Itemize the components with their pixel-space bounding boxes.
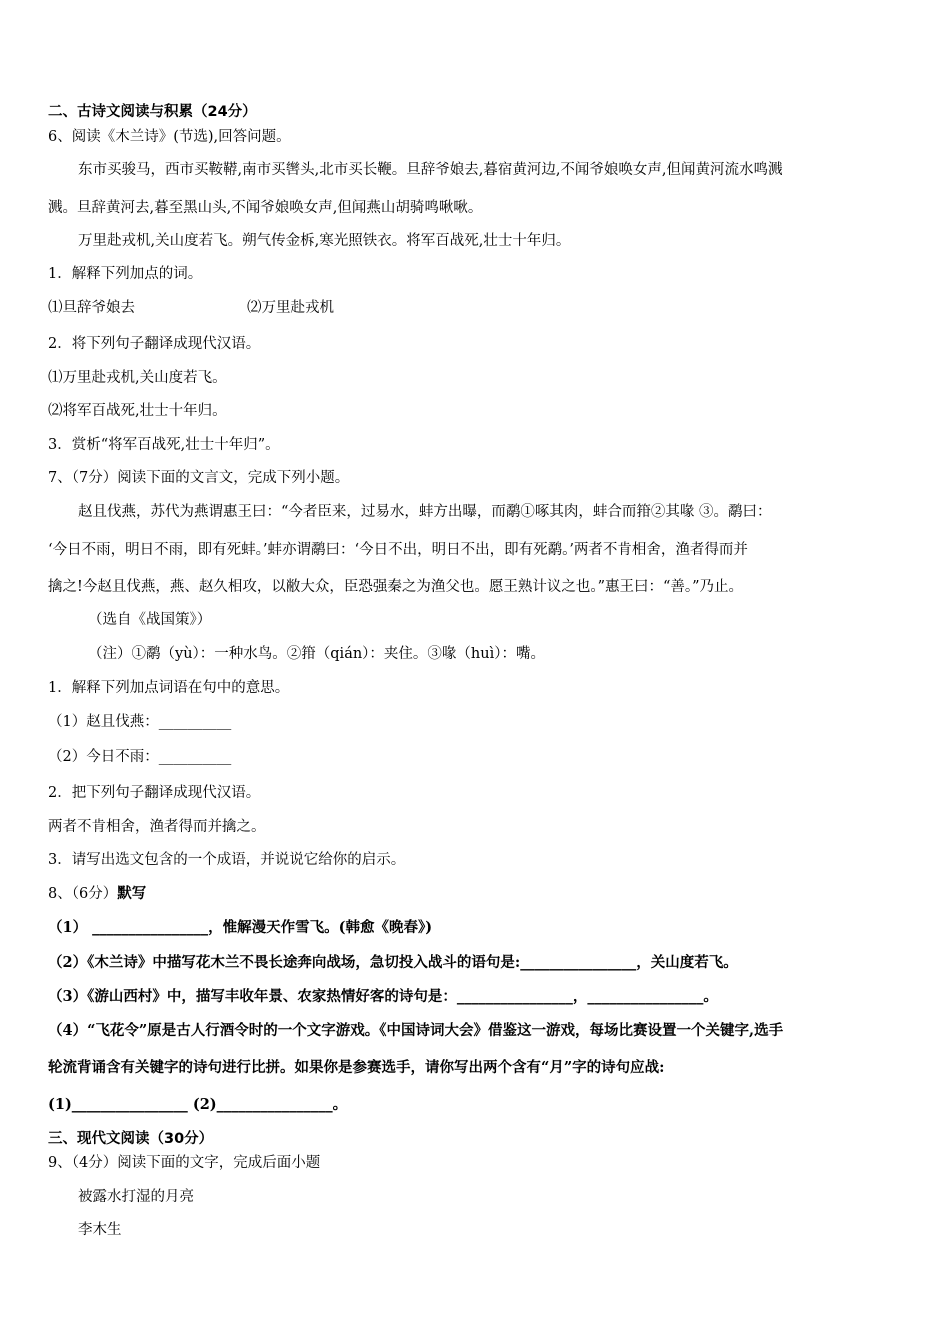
q6-sub1-a: ⑴旦辞爷娘去 xyxy=(48,300,135,316)
q6-sub1-b: ⑵万里赴戎机 xyxy=(247,300,334,316)
q7-passage-line1: 赵且伐燕，苏代为燕谓惠王曰：“今者臣来，过易水，蚌方出曝，而鹬①啄其肉，蚌合而箝②其喙 ③。鹬曰： xyxy=(78,504,772,520)
q7-sub2-text: 两者不肯相舍，渔者得而并擒之。 xyxy=(48,819,266,835)
q7-passage-line3: 擒之!今赵且伐燕，燕、赵久相攻，以敝大众，臣恐强秦之为渔父也。愿王熟计议之也。”惠王曰：“善。”乃止。 xyxy=(48,579,744,595)
q9-intro: 9、（4分）阅读下面的文字，完成后面小题 xyxy=(48,1155,321,1171)
q9-title: 被露水打湿的月亮 xyxy=(78,1189,194,1205)
q7-sub3: 3．请写出选文包含的一个成语，并说说它给你的启示。 xyxy=(48,852,406,868)
q6-passage-line1: 东市买骏马，西市买鞍鞯,南市买辔头,北市买长鞭。旦辞爷娘去,暮宿黄河边,不闻爷娘唤女声,但闻黄河流水鸣溅 xyxy=(78,162,783,178)
q8-intro-bold: 默写 xyxy=(117,885,147,902)
q6-passage-line2: 溅。旦辞黄河去,暮至黑山头,不闻爷娘唤女声,但闻燕山胡骑鸣啾啾。 xyxy=(48,200,483,216)
q6-sub2-b: ⑵将军百战死,壮士十年归。 xyxy=(48,403,227,419)
q8-intro-prefix: 8、（6分） xyxy=(48,886,118,902)
q7-source: （选自《战国策》） xyxy=(88,612,212,628)
q8-item2: （2）《木兰诗》中描写花木兰不畏长途奔向战场，急切投入战斗的语句是:________________，关山度若飞。 xyxy=(48,954,738,971)
q8-intro xyxy=(48,884,908,904)
q6-intro: 6、阅读《木兰诗》(节选),回答问题。 xyxy=(48,129,291,145)
q7-sub1-b: （2）今日不雨：__________ xyxy=(48,749,232,765)
q7-notes: （注）①鹬（yù）：一种水鸟。②箝（qián）：夹住。③喙（huì）：嘴。 xyxy=(88,646,545,662)
q8-item3: （3）《游山西村》中，描写丰收年景、农家热情好客的诗句是：________________，________________。 xyxy=(48,988,718,1005)
q6-passage-line3: 万里赴戎机,关山度若飞。朔气传金柝,寒光照铁衣。将军百战死,壮士十年归。 xyxy=(78,233,571,249)
section-3-heading: 三、现代文阅读（30分） xyxy=(48,1131,214,1147)
q6-sub2-a: ⑴万里赴戎机,关山度若飞。 xyxy=(48,370,227,386)
q6-sub3: 3．赏析“将军百战死,壮士十年归”。 xyxy=(48,437,280,453)
q6-sub2: 2．将下列句子翻译成现代汉语。 xyxy=(48,336,261,352)
q8-item1: （1） ________________，惟解漫天作雪飞。(韩愈《晚春》) xyxy=(48,919,433,936)
q7-intro: 7、（7分）阅读下面的文言文，完成下列小题。 xyxy=(48,470,350,486)
q8-item4-line3: (1)________________ (2)________________。 xyxy=(48,1096,348,1113)
q7-sub1-a: （1）赵且伐燕：__________ xyxy=(48,714,232,730)
q7-passage-line2: ‘今日不雨，明日不雨，即有死蚌。’蚌亦谓鹬曰：‘今日不出，明日不出，即有死鹬。’两者不肯相舍，渔者得而并 xyxy=(48,542,748,558)
q7-sub2: 2．把下列句子翻译成现代汉语。 xyxy=(48,785,261,801)
section-2-heading: 二、古诗文阅读与积累（24分） xyxy=(48,104,257,120)
q7-sub1: 1．解释下列加点词语在句中的意思。 xyxy=(48,680,290,696)
q6-sub1: 1．解释下列加点的词。 xyxy=(48,266,203,282)
q9-author: 李木生 xyxy=(78,1222,122,1238)
q8-item4-line2: 轮流背诵含有关键字的诗句进行比拼。如果你是参赛选手，请你写出两个含有“月”字的诗句应战: xyxy=(48,1059,665,1076)
q8-item4-line1: （4）“飞花令”原是古人行酒令时的一个文字游戏。《中国诗词大会》借鉴这一游戏，每场比赛设置一个关键字,选手 xyxy=(48,1022,784,1039)
